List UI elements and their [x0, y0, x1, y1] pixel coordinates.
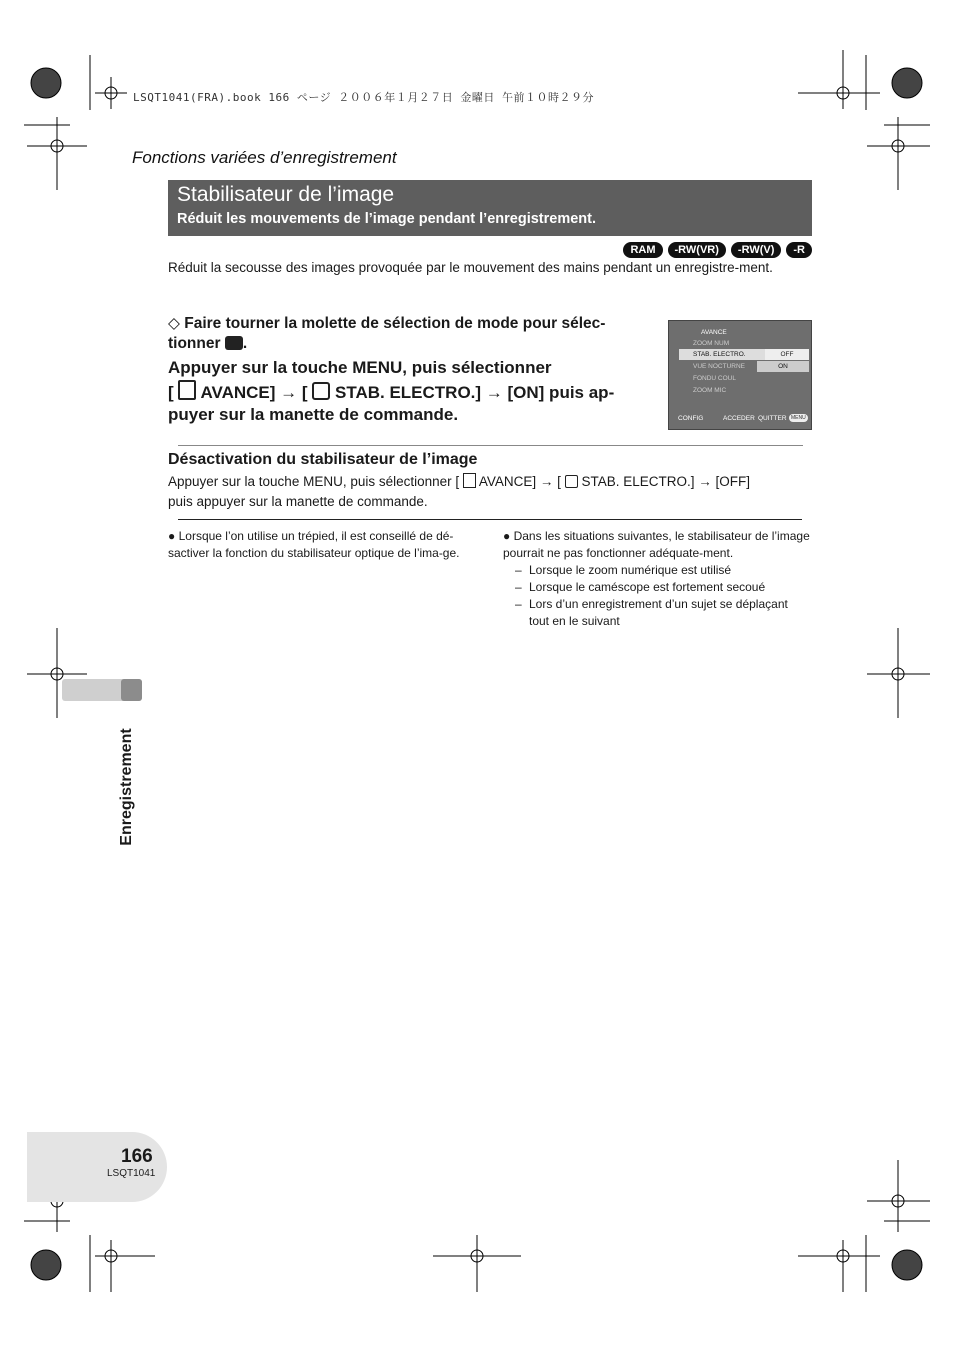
note-left-text: Lorsque l’on utilise un trépied, il est conseillé de dé-sactiver la fonction du stabilisateur optique de l’ima-ge.	[168, 529, 460, 560]
deactivation-title: Désactivation du stabilisateur de l’image	[168, 451, 478, 468]
step-line-3: puyer sur la manette de commande.	[168, 405, 459, 424]
deactivation-text-c: STAB. ELECTRO.] → [OFF]	[581, 474, 750, 489]
step-mode-dial	[168, 314, 643, 354]
deactivation-text	[168, 472, 813, 511]
deactivation-text-b: AVANCE] → [	[478, 474, 561, 489]
notes-divider	[178, 519, 802, 520]
screen-footer-quitter: QUITTER	[758, 415, 787, 422]
screen-item-fondu-coul: FONDU COUL	[693, 375, 736, 382]
bracket-open: [	[168, 382, 174, 402]
note-right-item: – Lors d’un enregistrement d’un sujet se déplaçant tout en le suivant	[503, 596, 811, 630]
menu-screen-illustration	[668, 320, 812, 430]
screen-item-stab-electro: STAB. ELECTRO.	[679, 349, 765, 360]
screen-item-zoom-num: ZOOM NUM	[693, 340, 730, 347]
note-right-intro: Dans les situations suivantes, le stabilisateur de l’image pourrait ne pas fonctionner adéquate-ment.	[503, 529, 810, 560]
note-item-text: Lorsque le zoom numérique est utilisé	[529, 563, 732, 577]
step-end-dot: .	[242, 335, 248, 352]
avance-icon	[178, 380, 196, 400]
note-item-text: Lorsque le caméscope est fortement secoué	[529, 580, 766, 594]
note-right	[503, 528, 811, 630]
note-left	[168, 528, 480, 562]
step-line-1: Appuyer sur la touche MENU, puis sélectionner	[168, 358, 552, 377]
camera-icon	[225, 336, 243, 350]
step-line-2	[168, 380, 658, 405]
stabilizer-icon-small	[565, 475, 578, 488]
screen-item-zoom-mic: ZOOM MIC	[693, 387, 727, 394]
deactivation-text-a: Appuyer sur la touche MENU, puis sélectionner [	[168, 474, 460, 489]
badge-rw-v: -RW(V)	[731, 242, 781, 258]
note-right-item: – Lorsque le caméscope est fortement secoué	[515, 580, 766, 594]
step-menu-instruction	[168, 357, 658, 427]
document-code: LSQT1041	[107, 1168, 156, 1179]
side-tab-marker	[121, 679, 142, 701]
badge-ram: RAM	[623, 242, 662, 258]
screen-footer-menu: MENU	[791, 415, 806, 421]
screen-footer-config: CONFIG	[678, 415, 704, 422]
media-badges	[623, 242, 812, 258]
bullet-icon: ●	[168, 529, 176, 543]
side-section-label: Enregistrement	[118, 728, 135, 846]
step-mode-dial-text: Faire tourner la molette de sélection de mode pour sélec-tionner	[168, 315, 606, 352]
screen-option-on: ON	[757, 361, 809, 372]
screen-header: AVANCE	[701, 329, 727, 336]
badge-r: -R	[786, 242, 812, 258]
avance-label: AVANCE] → [	[200, 382, 308, 402]
stab-label: STAB. ELECTRO.] → [ON] puis ap-	[335, 382, 615, 402]
bullet-icon: ●	[503, 529, 511, 543]
file-info-line: LSQT1041(FRA).book 166 ページ ２００６年１月２７日 金曜日 午前１０時２９分	[133, 91, 594, 104]
stabilizer-icon	[312, 382, 330, 400]
diamond-icon: ◇	[168, 315, 180, 332]
page-title: Stabilisateur de l’image	[177, 183, 395, 206]
deactivation-text-d: puis appuyer sur la manette de commande.	[168, 493, 428, 509]
divider	[178, 445, 803, 446]
badge-rw-vr: -RW(VR)	[668, 242, 726, 258]
page-subtitle: Réduit les mouvements de l’image pendant l’enregistrement.	[177, 211, 596, 227]
intro-text: Réduit la secousse des images provoquée par le mouvement des mains pendant un enregistre-ment.	[168, 260, 773, 275]
section-header: Fonctions variées d’enregistrement	[132, 148, 397, 167]
note-item-text: Lors d’un enregistrement d’un sujet se déplaçant tout en le suivant	[529, 597, 788, 628]
screen-item-vue-nocturne: VUE NOCTURNE	[693, 363, 746, 370]
screen-option-off: OFF	[765, 349, 809, 360]
screen-footer-acceder: ACCEDER	[723, 415, 755, 422]
page-number: 166	[121, 1146, 153, 1167]
note-right-item: – Lorsque le zoom numérique est utilisé	[515, 563, 732, 577]
avance-icon-small	[463, 473, 476, 488]
